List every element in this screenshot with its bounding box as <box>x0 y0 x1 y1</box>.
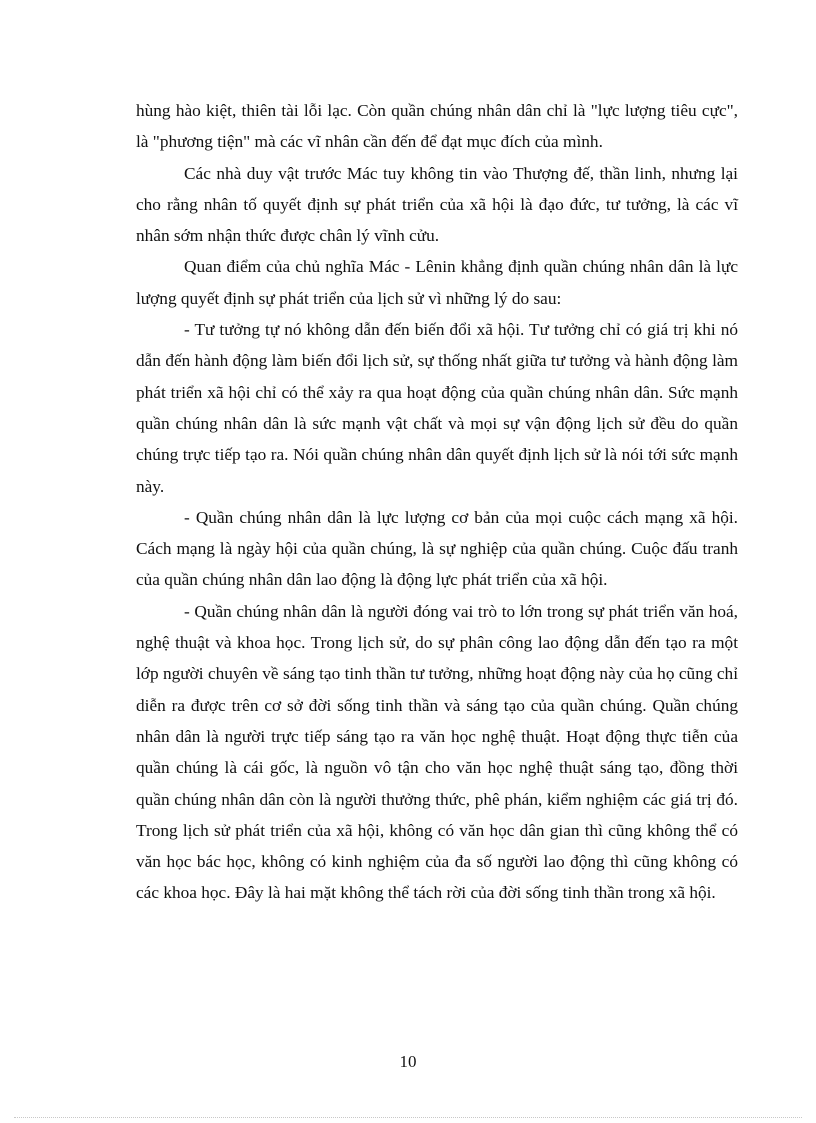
paragraph-2: Các nhà duy vật trước Mác tuy không tin vào Thượng đế, thần linh, nhưng lại cho rằng nhân tố quyết định sự phát triển của xã hội là đạo đức, tư tưởng, là các vĩ nhân sớm nhận thức được chân lý vĩnh cửu. <box>136 163 738 246</box>
paragraph-1: hùng hào kiệt, thiên tài lỗi lạc. Còn quần chúng nhân dân chỉ là "lực lượng tiêu cực", là "phương tiện" mà các vĩ nhân cần đến để đạt mục đích của mình. <box>136 101 738 152</box>
page-bottom-divider <box>14 1117 802 1118</box>
page-number: 10 <box>399 1052 417 1071</box>
paragraph-6: - Quần chúng nhân dân là người đóng vai trò to lớn trong sự phát triển văn hoá, nghệ thuật và khoa học. Trong lịch sử, do sự phân công lao động dẫn đến tạo ra một lớp người chuyên về sáng tạo tinh thần tư tưởng, những hoạt động này của họ cũng chỉ diễn ra được trên cơ sở đời sống tinh thần và sáng tạo của quần chúng. Quần chúng nhân dân là người trực tiếp sáng tạo ra văn học nghệ thuật. Hoạt động thực tiễn của quần chúng là cái gốc, là nguồn vô tận cho văn học nghệ thuật sáng tạo, đồng thời quần chúng nhân dân còn là người thưởng thức, phê phán, kiểm nghiệm các giá trị đó. Trong lịch sử phát triển của xã hội, không có văn học dân gian thì cũng không thể có văn học bác học, không có kinh nghiệm của đa số người lao động thì cũng không có các khoa học. Đây là hai mặt không thể tách rời của đời sống tinh thần trong xã hội. <box>136 601 738 903</box>
paragraph-5: - Quần chúng nhân dân là lực lượng cơ bản của mọi cuộc cách mạng xã hội. Cách mạng là ngày hội của quần chúng, là sự nghiệp của quần chúng. Cuộc đấu tranh của quần chúng nhân dân lao động là động lực phát triển của xã hội. <box>136 507 738 590</box>
body-text <box>136 95 738 909</box>
paragraph-4: - Tư tưởng tự nó không dẫn đến biến đổi xã hội. Tư tưởng chỉ có giá trị khi nó dẫn đến hành động làm biến đổi lịch sử, sự thống nhất giữa tư tưởng và hành động làm phát triển xã hội chỉ có thể xảy ra qua hoạt động của quần chúng nhân dân. Sức mạnh quần chúng nhân dân là sức mạnh vật chất và mọi sự vận động lịch sử đều do quần chúng trực tiếp tạo ra. Nói quần chúng nhân dân quyết định lịch sử là nói tới sức mạnh này. <box>136 320 738 496</box>
paragraph-3: Quan điểm của chủ nghĩa Mác - Lênin khẳng định quần chúng nhân dân là lực lượng quyết định sự phát triển của lịch sử vì những lý do sau: <box>136 257 738 308</box>
